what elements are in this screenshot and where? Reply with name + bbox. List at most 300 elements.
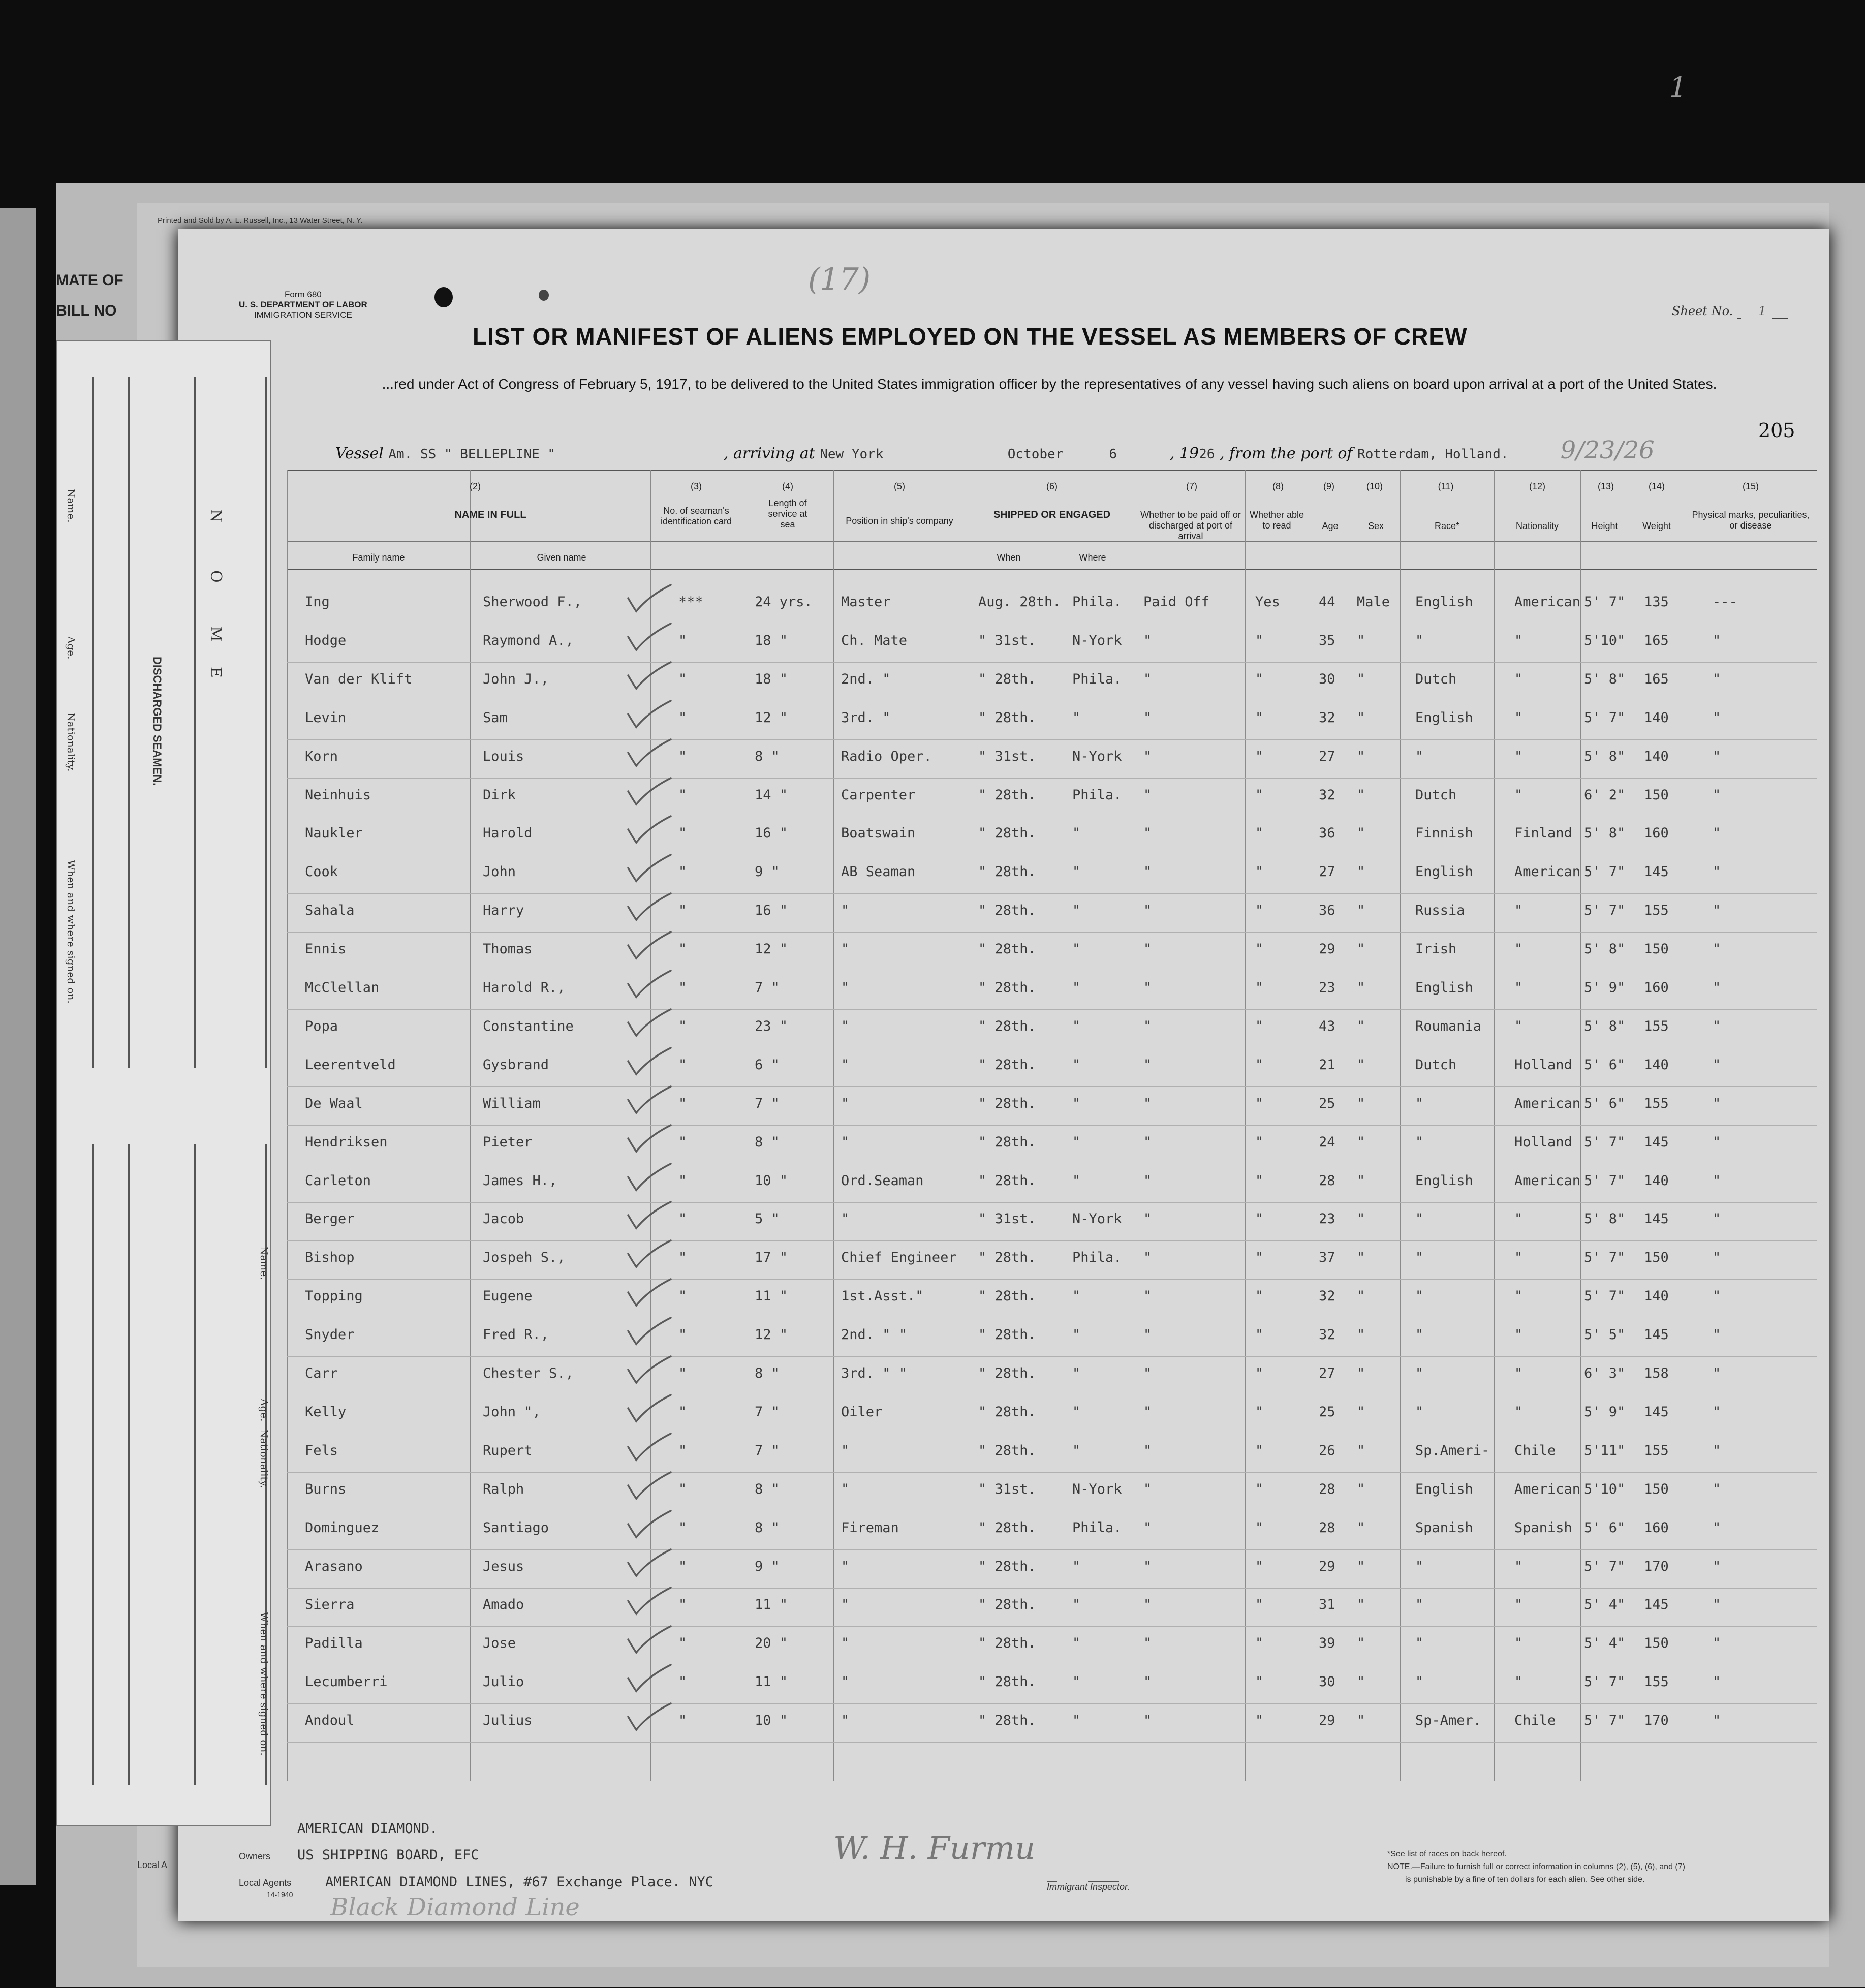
checkmark-icon — [625, 1470, 673, 1501]
column-rule — [1400, 470, 1401, 1781]
form-service: IMMIGRATION SERVICE — [254, 310, 352, 320]
ink-blot — [539, 290, 549, 301]
nationality-cell: " — [1514, 903, 1523, 919]
stub-label-signed: When and where signed on. — [65, 860, 77, 1004]
height-cell: 5'10" — [1584, 632, 1626, 648]
marks-cell: " — [1713, 1713, 1721, 1729]
card-cell: " — [678, 1365, 687, 1381]
checkmark-icon — [625, 1624, 673, 1655]
nationality-cell: " — [1514, 748, 1523, 764]
race-cell: " — [1415, 1635, 1424, 1652]
nationality-cell: American — [1514, 1172, 1581, 1189]
checkmark-icon — [625, 622, 673, 652]
given-name-cell: William — [483, 1095, 541, 1111]
paid-off-cell: " — [1143, 1134, 1152, 1150]
paid-off-cell: " — [1143, 941, 1152, 957]
card-cell: " — [678, 1597, 687, 1613]
race-cell: " — [1415, 1250, 1424, 1266]
marks-cell: " — [1713, 1327, 1721, 1343]
able-read-cell: " — [1255, 1481, 1264, 1497]
card-cell: " — [678, 903, 687, 919]
weight-cell: 150 — [1644, 1481, 1669, 1497]
shipped-when-cell: " 28th. — [978, 1519, 1036, 1536]
row-rule — [287, 932, 1817, 933]
position-cell: " — [841, 1558, 850, 1574]
paid-off-cell: " — [1143, 1713, 1152, 1729]
given-name-cell: Raymond A., — [483, 632, 574, 648]
height-cell: 5' 8" — [1584, 941, 1626, 957]
paid-off-cell: " — [1143, 980, 1152, 996]
checkmark-icon — [625, 891, 673, 922]
sex-cell: " — [1357, 941, 1365, 957]
position-cell: Chief Engineer — [841, 1250, 957, 1266]
given-name-cell: Sherwood F., — [483, 594, 582, 610]
col-num-7: (7) — [1186, 481, 1197, 491]
position-cell: Oiler — [841, 1404, 883, 1420]
service-cell: 16 " — [755, 825, 788, 842]
position-cell: " — [841, 1442, 850, 1458]
page-number: 205 — [1758, 419, 1795, 442]
position-cell: " — [841, 1674, 850, 1690]
able-read-cell: " — [1255, 1095, 1264, 1111]
arrival-day: 6 — [1109, 447, 1165, 462]
height-cell: 5' 9" — [1584, 1404, 1626, 1420]
col-num-4: (4) — [782, 481, 793, 491]
sheet-number-label: Sheet No. — [1672, 304, 1733, 318]
race-cell: English — [1415, 1481, 1473, 1497]
weight-cell: 140 — [1644, 1057, 1669, 1073]
service-cell: 8 " — [755, 1365, 780, 1381]
position-cell: " — [841, 1481, 850, 1497]
header-where: Where — [1079, 552, 1106, 563]
card-cell: " — [678, 1713, 687, 1729]
height-cell: 5' 7" — [1584, 1134, 1626, 1150]
stub-rule — [128, 377, 130, 1068]
age-cell: 23 — [1319, 980, 1335, 996]
header-age: Age — [1322, 521, 1339, 531]
family-name-cell: Hodge — [305, 632, 347, 648]
nationality-cell: " — [1514, 787, 1523, 803]
weight-cell: 155 — [1644, 1018, 1669, 1034]
marks-cell: " — [1713, 1365, 1721, 1381]
marks-cell: " — [1713, 1211, 1721, 1227]
shipped-where-cell: " — [1072, 825, 1081, 842]
race-cell: Dutch — [1415, 671, 1457, 687]
card-cell: " — [678, 1057, 687, 1073]
shipped-when-cell: " 31st. — [978, 632, 1036, 648]
nationality-cell: American — [1514, 1481, 1581, 1497]
vessel-line — [335, 436, 1655, 464]
sex-cell: " — [1357, 825, 1365, 842]
row-rule — [287, 1240, 1817, 1241]
nationality-cell: " — [1514, 1635, 1523, 1652]
shipped-where-cell: N-York — [1072, 1211, 1122, 1227]
col-num-10: (10) — [1366, 481, 1383, 491]
able-read-cell: " — [1255, 1018, 1264, 1034]
checkmark-icon — [625, 1200, 673, 1230]
checkmark-icon — [625, 1663, 673, 1693]
shipped-where-cell: " — [1072, 1288, 1081, 1304]
col-num-13: (13) — [1597, 481, 1614, 491]
header-shipped: SHIPPED OR ENGAGED — [993, 509, 1111, 520]
row-rule — [287, 1742, 1817, 1743]
sex-cell: " — [1357, 1713, 1365, 1729]
race-cell: " — [1415, 748, 1424, 764]
race-cell: " — [1415, 1211, 1424, 1227]
service-cell: 18 " — [755, 671, 788, 687]
weight-cell: 165 — [1644, 632, 1669, 648]
header-able-read: Whether able to read — [1249, 510, 1304, 531]
corner-mark: 1 — [1669, 71, 1687, 103]
vessel-label: Vessel — [335, 445, 384, 462]
paid-off-cell: " — [1143, 1442, 1152, 1458]
given-name-cell: Harold R., — [483, 980, 566, 996]
age-cell: 25 — [1319, 1404, 1335, 1420]
weight-cell: 140 — [1644, 709, 1669, 726]
discharged-seamen-stub — [56, 340, 271, 1826]
family-name-cell: Burns — [305, 1481, 347, 1497]
family-name-cell: Berger — [305, 1211, 355, 1227]
row-rule — [287, 893, 1817, 894]
shipped-where-cell: " — [1072, 864, 1081, 880]
given-name-cell: John — [483, 864, 516, 880]
marks-cell: " — [1713, 671, 1721, 687]
service-cell: 7 " — [755, 1404, 780, 1420]
card-cell: " — [678, 1674, 687, 1690]
column-rule — [470, 470, 471, 1781]
header-marks: Physical marks, peculiarities, or disease — [1692, 510, 1810, 531]
position-cell: Radio Oper. — [841, 748, 932, 764]
card-cell: " — [678, 787, 687, 803]
shipped-where-cell: Phila. — [1072, 787, 1122, 803]
paid-off-cell: " — [1143, 1250, 1152, 1266]
given-name-cell: Jospeh S., — [483, 1250, 566, 1266]
paid-off-cell: " — [1143, 1018, 1152, 1034]
nationality-cell: " — [1514, 1558, 1523, 1574]
age-cell: 24 — [1319, 1134, 1335, 1150]
nationality-cell: " — [1514, 941, 1523, 957]
checkmark-icon — [625, 1046, 673, 1076]
able-read-cell: " — [1255, 748, 1264, 764]
age-cell: 27 — [1319, 864, 1335, 880]
race-cell: Roumania — [1415, 1018, 1482, 1034]
age-cell: 27 — [1319, 748, 1335, 764]
age-cell: 32 — [1319, 1288, 1335, 1304]
stub-heading-discharged: DISCHARGED SEAMEN. — [151, 657, 164, 786]
shipped-when-cell: " 28th. — [978, 1327, 1036, 1343]
race-cell: Sp.Ameri- — [1415, 1442, 1490, 1458]
able-read-cell: " — [1255, 1713, 1264, 1729]
arriving-port: New York — [820, 447, 992, 462]
family-name-cell: Kelly — [305, 1404, 347, 1420]
row-rule — [287, 1356, 1817, 1357]
given-name-cell: Chester S., — [483, 1365, 574, 1381]
sex-cell: " — [1357, 1095, 1365, 1111]
row-rule — [287, 1472, 1817, 1473]
service-cell: 17 " — [755, 1250, 788, 1266]
arrival-year: 26 — [1199, 447, 1215, 462]
nationality-cell: " — [1514, 709, 1523, 726]
race-cell: Sp-Amer. — [1415, 1713, 1482, 1729]
nationality-cell: " — [1514, 671, 1523, 687]
position-cell: " — [841, 980, 850, 996]
col-num-6: (6) — [1046, 481, 1058, 491]
footer-note-fine-2: is punishable by a fine of ten dollars for each alien. See other side. — [1405, 1875, 1645, 1884]
race-cell: " — [1415, 1134, 1424, 1150]
card-cell: " — [678, 1095, 687, 1111]
able-read-cell: Yes — [1255, 594, 1280, 610]
col-num-5: (5) — [894, 481, 905, 491]
age-cell: 28 — [1319, 1519, 1335, 1536]
shipped-where-cell: N-York — [1072, 748, 1122, 764]
race-cell: " — [1415, 1404, 1424, 1420]
able-read-cell: " — [1255, 941, 1264, 957]
paid-off-cell: " — [1143, 1057, 1152, 1073]
paid-off-cell: " — [1143, 1404, 1152, 1420]
race-cell: " — [1415, 1365, 1424, 1381]
shipped-where-cell: " — [1072, 1674, 1081, 1690]
stub-rule — [194, 377, 196, 1068]
given-name-cell: John J., — [483, 671, 549, 687]
sex-cell: " — [1357, 903, 1365, 919]
shipped-where-cell: Phila. — [1072, 1250, 1122, 1266]
able-read-cell: " — [1255, 1365, 1264, 1381]
stub-fragment-2: BILL NO — [56, 302, 117, 319]
card-cell: " — [678, 864, 687, 880]
sex-cell: " — [1357, 864, 1365, 880]
paid-off-cell: " — [1143, 1288, 1152, 1304]
sex-cell: " — [1357, 1442, 1365, 1458]
age-cell: 27 — [1319, 1365, 1335, 1381]
race-cell: Irish — [1415, 941, 1457, 957]
height-cell: 5' 8" — [1584, 1018, 1626, 1034]
family-name-cell: Dominguez — [305, 1519, 380, 1536]
shipped-where-cell: " — [1072, 1018, 1081, 1034]
paid-off-cell: " — [1143, 1674, 1152, 1690]
row-rule — [287, 1125, 1817, 1126]
family-name-cell: Cook — [305, 864, 338, 880]
weight-cell: 150 — [1644, 1635, 1669, 1652]
able-read-cell: " — [1255, 1635, 1264, 1652]
header-position: Position in ship's company — [846, 516, 953, 526]
weight-cell: 155 — [1644, 1442, 1669, 1458]
service-cell: 12 " — [755, 709, 788, 726]
able-read-cell: " — [1255, 1519, 1264, 1536]
position-cell: 3rd. " — [841, 709, 891, 726]
age-cell: 29 — [1319, 1713, 1335, 1729]
height-cell: 5' 6" — [1584, 1057, 1626, 1073]
stub-fragment-1: MATE OF — [56, 272, 123, 289]
given-name-cell: Gysbrand — [483, 1057, 549, 1073]
family-name-cell: Van der Klift — [305, 671, 413, 687]
shipped-where-cell: " — [1072, 941, 1081, 957]
header-when: When — [997, 552, 1021, 563]
given-name-cell: Constantine — [483, 1018, 574, 1034]
marks-cell: " — [1713, 748, 1721, 764]
row-rule — [287, 662, 1817, 663]
checkmark-icon — [625, 1509, 673, 1539]
position-cell: 2nd. " — [841, 671, 891, 687]
height-cell: 5' 9" — [1584, 980, 1626, 996]
marks-cell: " — [1713, 864, 1721, 880]
marks-cell: " — [1713, 980, 1721, 996]
weight-cell: 160 — [1644, 980, 1669, 996]
nationality-cell: Holland — [1514, 1057, 1572, 1073]
header-weight: Weight — [1642, 521, 1671, 531]
shipped-when-cell: " 28th. — [978, 1404, 1036, 1420]
given-name-cell: Louis — [483, 748, 524, 764]
year-prefix: , 19 — [1169, 445, 1199, 462]
sex-cell: " — [1357, 1519, 1365, 1536]
able-read-cell: " — [1255, 1057, 1264, 1073]
row-rule — [287, 1009, 1817, 1010]
stub-rule — [265, 377, 267, 1068]
card-cell: " — [678, 1519, 687, 1536]
weight-cell: 145 — [1644, 1597, 1669, 1613]
checkmark-icon — [625, 1586, 673, 1616]
nationality-cell: American — [1514, 1095, 1581, 1111]
race-cell: Dutch — [1415, 1057, 1457, 1073]
paid-off-cell: " — [1143, 1211, 1152, 1227]
weight-cell: 158 — [1644, 1365, 1669, 1381]
shipped-when-cell: " 28th. — [978, 864, 1036, 880]
sex-cell: " — [1357, 1327, 1365, 1343]
given-name-cell: Fred R., — [483, 1327, 549, 1343]
nationality-cell: Finland — [1514, 825, 1572, 842]
arrival-month: October — [1008, 447, 1104, 462]
family-name-cell: Arasano — [305, 1558, 363, 1574]
age-cell: 43 — [1319, 1018, 1335, 1034]
able-read-cell: " — [1255, 1674, 1264, 1690]
shipped-where-cell: " — [1072, 1635, 1081, 1652]
adjacent-page-edge — [0, 208, 36, 1885]
sex-cell: " — [1357, 1018, 1365, 1034]
age-cell: 25 — [1319, 1095, 1335, 1111]
nationality-cell: Spanish — [1514, 1519, 1572, 1536]
sex-cell: " — [1357, 1674, 1365, 1690]
family-name-cell: De Waal — [305, 1095, 363, 1111]
given-name-cell: Jacob — [483, 1211, 524, 1227]
marks-cell: --- — [1713, 594, 1737, 610]
shipped-when-cell: " 28th. — [978, 1674, 1036, 1690]
paid-off-cell: " — [1143, 632, 1152, 648]
checkmark-icon — [625, 1393, 673, 1423]
height-cell: 6' 3" — [1584, 1365, 1626, 1381]
weight-cell: 145 — [1644, 1134, 1669, 1150]
stub-rule — [92, 1144, 94, 1785]
paid-off-cell: " — [1143, 1095, 1152, 1111]
able-read-cell: " — [1255, 709, 1264, 726]
nationality-cell: " — [1514, 1674, 1523, 1690]
sex-cell: " — [1357, 1172, 1365, 1189]
given-name-cell: Julius — [483, 1713, 533, 1729]
local-agent-cutoff: Local A — [137, 1860, 168, 1870]
paid-off-cell: " — [1143, 787, 1152, 803]
checkmark-icon — [625, 969, 673, 999]
position-cell: 1st.Asst." — [841, 1288, 924, 1304]
stub-label-nationality-2: Nationality. — [258, 1429, 270, 1488]
shipped-when-cell: " 28th. — [978, 1057, 1036, 1073]
checkmark-icon — [625, 1238, 673, 1269]
height-cell: 5' 7" — [1584, 1250, 1626, 1266]
given-name-cell: Harold — [483, 825, 533, 842]
height-cell: 5' 8" — [1584, 825, 1626, 842]
shipped-when-cell: " 31st. — [978, 1481, 1036, 1497]
card-cell: " — [678, 1442, 687, 1458]
age-cell: 31 — [1319, 1597, 1335, 1613]
able-read-cell: " — [1255, 1404, 1264, 1420]
form-identifier — [239, 290, 367, 320]
row-rule — [287, 1086, 1817, 1087]
checkmark-icon — [625, 1162, 673, 1192]
paid-off-cell: " — [1143, 671, 1152, 687]
shipped-where-cell: Phila. — [1072, 1519, 1122, 1536]
handwritten-note: Black Diamond Line — [330, 1893, 580, 1921]
shipped-where-cell: " — [1072, 1442, 1081, 1458]
position-cell: Fireman — [841, 1519, 899, 1536]
card-cell: " — [678, 1250, 687, 1266]
family-name-cell: Snyder — [305, 1327, 355, 1343]
header-name-in-full: NAME IN FULL — [454, 509, 526, 520]
weight-cell: 165 — [1644, 671, 1669, 687]
nationality-cell: Holland — [1514, 1134, 1572, 1150]
crew-table — [287, 470, 1817, 1781]
age-cell: 36 — [1319, 825, 1335, 842]
row-rule — [287, 778, 1817, 779]
height-cell: 5' 4" — [1584, 1597, 1626, 1613]
weight-cell: 135 — [1644, 594, 1669, 610]
service-cell: 20 " — [755, 1635, 788, 1652]
able-read-cell: " — [1255, 1250, 1264, 1266]
shipped-when-cell: " 28th. — [978, 1713, 1036, 1729]
weight-cell: 145 — [1644, 1327, 1669, 1343]
age-cell: 30 — [1319, 671, 1335, 687]
card-cell: " — [678, 1404, 687, 1420]
age-cell: 39 — [1319, 1635, 1335, 1652]
footer-agents: AMERICAN DIAMOND LINES, #67 Exchange Place. NYC — [325, 1874, 714, 1890]
checkmark-icon — [625, 1277, 673, 1308]
family-name-cell: Hendriksen — [305, 1134, 388, 1150]
card-cell: " — [678, 1211, 687, 1227]
stub-rule — [92, 377, 94, 1068]
shipped-when-cell: " 31st. — [978, 1211, 1036, 1227]
marks-cell: " — [1713, 1597, 1721, 1613]
card-cell: " — [678, 1327, 687, 1343]
marks-cell: " — [1713, 1635, 1721, 1652]
header-paid-off: Whether to be paid off or discharged at port of arrival — [1140, 510, 1241, 541]
given-name-cell: Harry — [483, 903, 524, 919]
marks-cell: " — [1713, 709, 1721, 726]
service-cell: 8 " — [755, 1519, 780, 1536]
shipped-when-cell: " 28th. — [978, 1597, 1036, 1613]
able-read-cell: " — [1255, 1597, 1264, 1613]
service-cell: 8 " — [755, 1481, 780, 1497]
race-cell: " — [1415, 1558, 1424, 1574]
sex-cell: " — [1357, 980, 1365, 996]
marks-cell: " — [1713, 1288, 1721, 1304]
checkmark-icon — [625, 1432, 673, 1462]
age-cell: 32 — [1319, 1327, 1335, 1343]
age-cell: 26 — [1319, 1442, 1335, 1458]
able-read-cell: " — [1255, 1134, 1264, 1150]
able-read-cell: " — [1255, 1288, 1264, 1304]
race-cell: Spanish — [1415, 1519, 1473, 1536]
able-read-cell: " — [1255, 671, 1264, 687]
header-rule — [287, 569, 1817, 570]
from-label: , from the port of — [1219, 445, 1353, 462]
shipped-when-cell: " 28th. — [978, 825, 1036, 842]
vessel-name: Am. SS " BELLEPLINE " — [388, 447, 719, 462]
